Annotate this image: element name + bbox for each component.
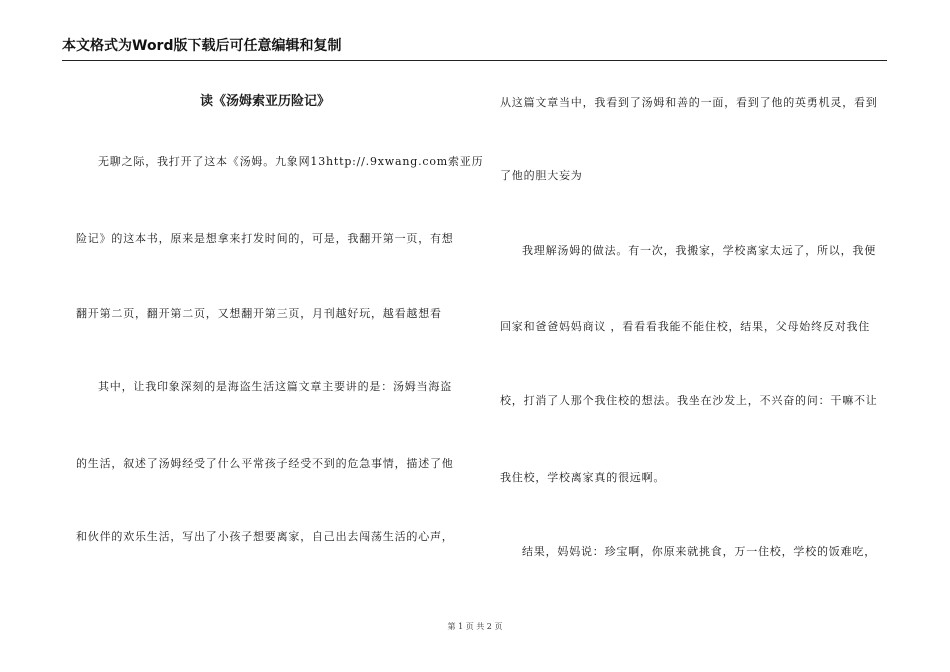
text-line: 翻开第二页，翻开第二页，又想翻开第三页，月刊越好玩，越看越想看 — [76, 307, 442, 320]
text-line: 无聊之际，我打开了这本《汤姆。九象网13http://.9xwang.com索亚历 — [98, 155, 484, 168]
document-header: 本文格式为Word版下载后可任意编辑和复制 — [62, 38, 342, 54]
text-line: 回家和爸爸妈妈商议 ，看看看我能不能住校，结果，父母始终反对我住 — [500, 320, 871, 333]
header-divider — [62, 60, 887, 61]
text-line: 校，打消了人那个我住校的想法。我坐在沙发上，不兴奋的问：干嘛不让 — [500, 394, 878, 407]
text-line: 其中，让我印象深刻的是海盗生活这篇文章主要讲的是：汤姆当海盗 — [98, 380, 452, 393]
article-title: 读《汤姆索亚历险记》 — [199, 94, 330, 109]
text-line: 从这篇文章当中，我看到了汤姆和善的一面，看到了他的英勇机灵，看到 — [500, 96, 878, 109]
text-line: 我理解汤姆的做法。有一次，我搬家，学校离家太远了，所以，我便 — [522, 244, 876, 257]
text-line: 的生活，叙述了汤姆经受了什么平常孩子经受不到的危急事情，描述了他 — [76, 457, 454, 470]
text-line: 结果，妈妈说：珍宝啊，你原来就挑食，万一住校，学校的饭难吃， — [522, 545, 876, 558]
text-line: 和伙伴的欢乐生活，写出了小孩子想要离家，自己出去闯荡生活的心声， — [76, 530, 454, 543]
text-line: 险记》的这本书，原来是想拿来打发时间的，可是，我翻开第一页，有想 — [76, 232, 454, 245]
text-line: 我住校，学校离家真的很远啊。 — [500, 471, 666, 484]
page-number: 第 1 页 共 2 页 — [447, 622, 503, 631]
text-line: 了他的胆大妄为 — [500, 169, 583, 182]
